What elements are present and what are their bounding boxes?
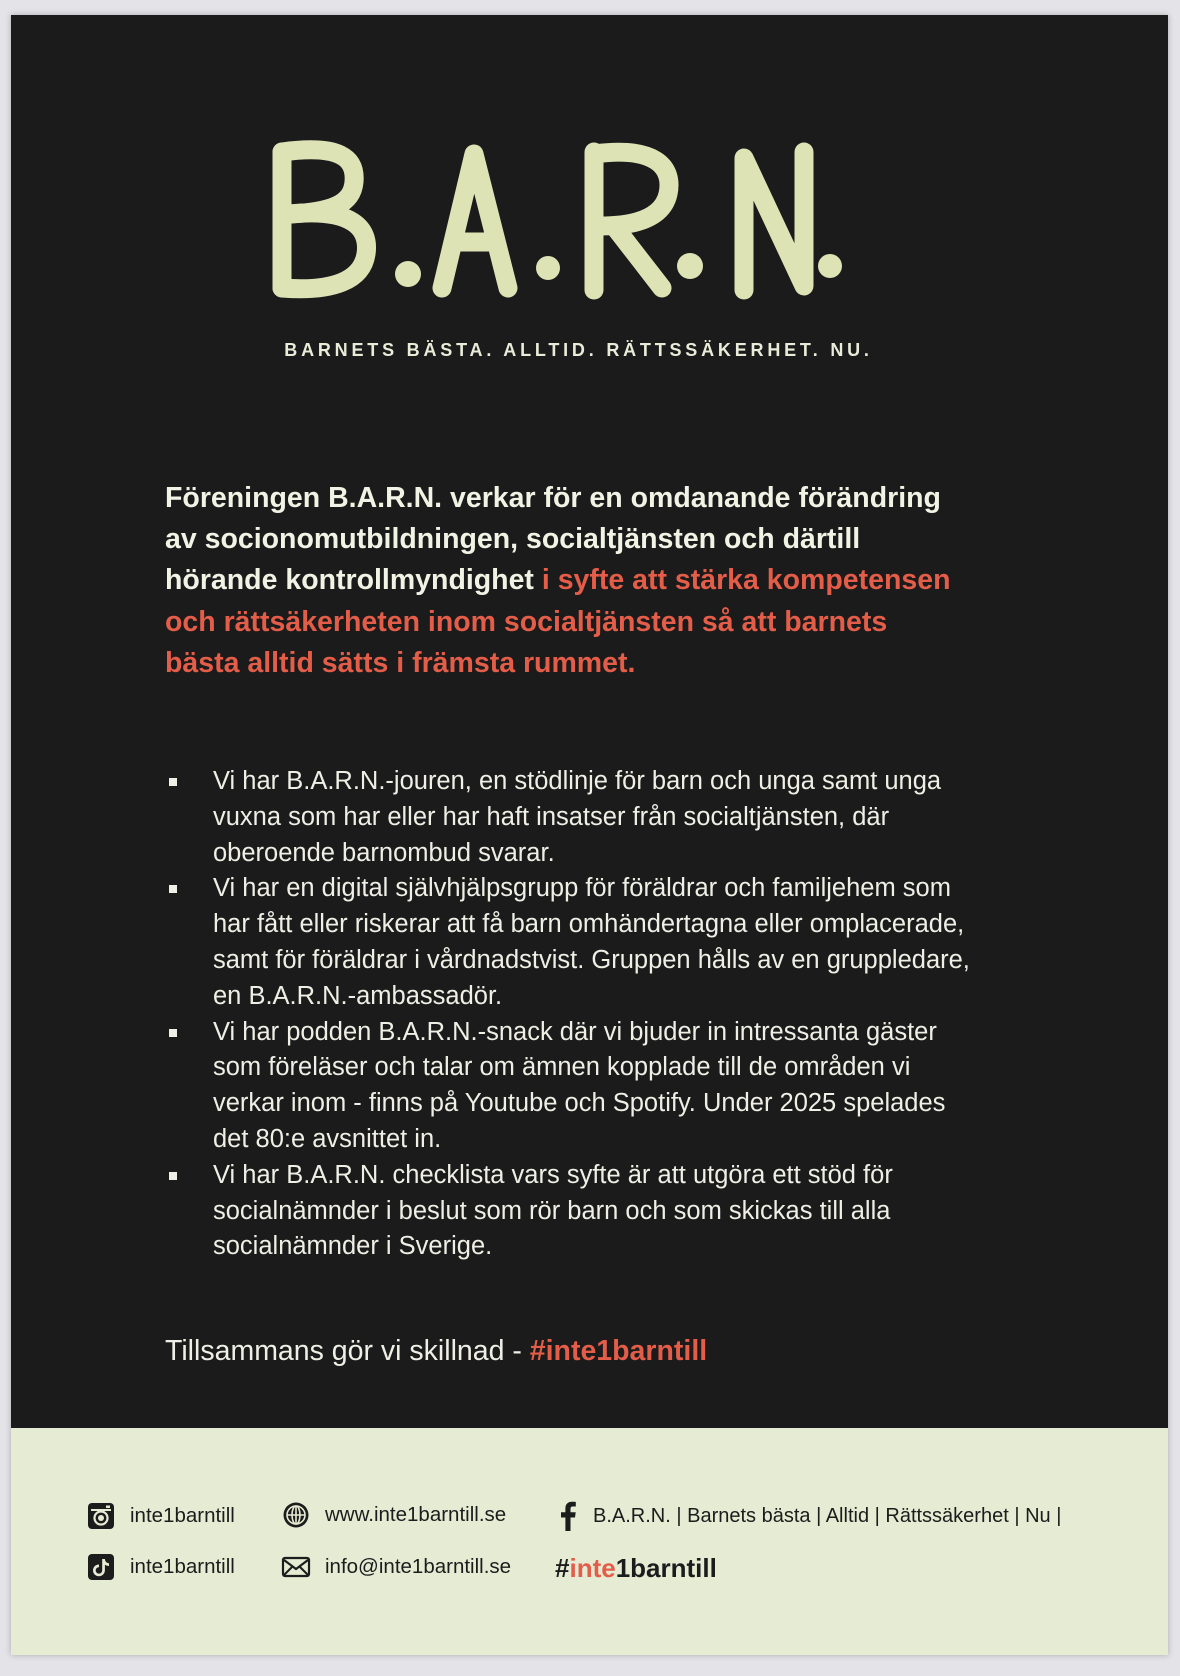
closing-text: Tillsammans gör vi skillnad -: [165, 1335, 530, 1367]
list-item-text: Vi har podden B.A.R.N.-snack där vi bjuder in intressanta gäster som föreläser och talar om ämnen kopplade till de områden vi verkar inom - finns på Youtube och Spotify. Under 2025 spelades det 80:e avsnittet in.: [213, 1017, 946, 1153]
footer-panel: [11, 1428, 1168, 1655]
list-item: [165, 1015, 985, 1158]
website-link[interactable]: [281, 1500, 506, 1530]
activities-list: [165, 764, 985, 1265]
hashtag-number: 1: [615, 1553, 631, 1583]
intro-highlight: i syfte att stärka kompetensen och rättsäkerheten inom socialtjänsten så att barnets bästa alltid sätts i främsta rummet.: [165, 564, 951, 679]
footer-hashtag[interactable]: [555, 1553, 717, 1584]
mail-icon: [281, 1552, 311, 1582]
facebook-link[interactable]: [553, 1501, 1061, 1531]
bullet-icon: [169, 885, 177, 893]
closing-hashtag[interactable]: #inte1barntill: [529, 1335, 708, 1367]
list-item: [165, 764, 985, 871]
facebook-icon: [553, 1501, 583, 1531]
bullet-icon: [169, 1029, 177, 1037]
hashtag-hash: #: [555, 1553, 570, 1583]
list-item-text: Vi har B.A.R.N. checklista vars syfte är att utgöra ett stöd för socialnämnder i beslut som rör barn och som skickas till alla socialnämnder i Sverige.: [213, 1160, 893, 1261]
list-item: [165, 871, 985, 1014]
hashtag-red-part: inte: [569, 1553, 616, 1583]
intro-paragraph: [165, 478, 965, 684]
bullet-icon: [169, 1172, 177, 1180]
list-item-text: Vi har en digital självhjälpsgrupp för föräldrar och familjehem som har fått eller riskerar att få barn omhändertagna eller omplacerade, samt för föräldrar i vårdnadstvist. Gruppen hålls av en gruppledare, en B.A.R.N.-ambassadör.: [213, 874, 970, 1010]
email-address: info@inte1barntill.se: [325, 1555, 512, 1578]
instagram-icon: [86, 1501, 116, 1531]
tiktok-handle: inte1barntill: [130, 1555, 235, 1578]
bullet-icon: [169, 778, 177, 786]
email-link[interactable]: [281, 1552, 511, 1582]
hashtag-rest: barntill: [630, 1553, 717, 1583]
website-url: www.inte1barntill.se: [325, 1503, 507, 1526]
list-item-text: Vi har B.A.R.N.-jouren, en stödlinje för barn och unga samt unga vuxna som har eller har haft insatser från socialtjänsten, där oberoende barnombud svarar.: [213, 767, 942, 867]
intro-text: Föreningen B.A.R.N. verkar för en omdanande förändring av socionomutbildningen, socialtjänsten och därtill hörande kontrollmyndighet: [165, 482, 941, 597]
tiktok-link[interactable]: [86, 1552, 235, 1582]
facebook-page-name: B.A.R.N. | Barnets bästa | Alltid | Rättssäkerhet | Nu |: [593, 1504, 1062, 1527]
tiktok-icon: [86, 1552, 116, 1582]
globe-icon: [281, 1500, 311, 1530]
tagline: BARNETS BÄSTA. ALLTID. RÄTTSSÄKERHET. NU.: [284, 340, 873, 360]
instagram-handle: inte1barntill: [130, 1504, 235, 1527]
closing-line: [165, 1335, 707, 1368]
barn-logo: [270, 138, 900, 328]
list-item: [165, 1158, 985, 1265]
instagram-link[interactable]: [86, 1501, 235, 1531]
